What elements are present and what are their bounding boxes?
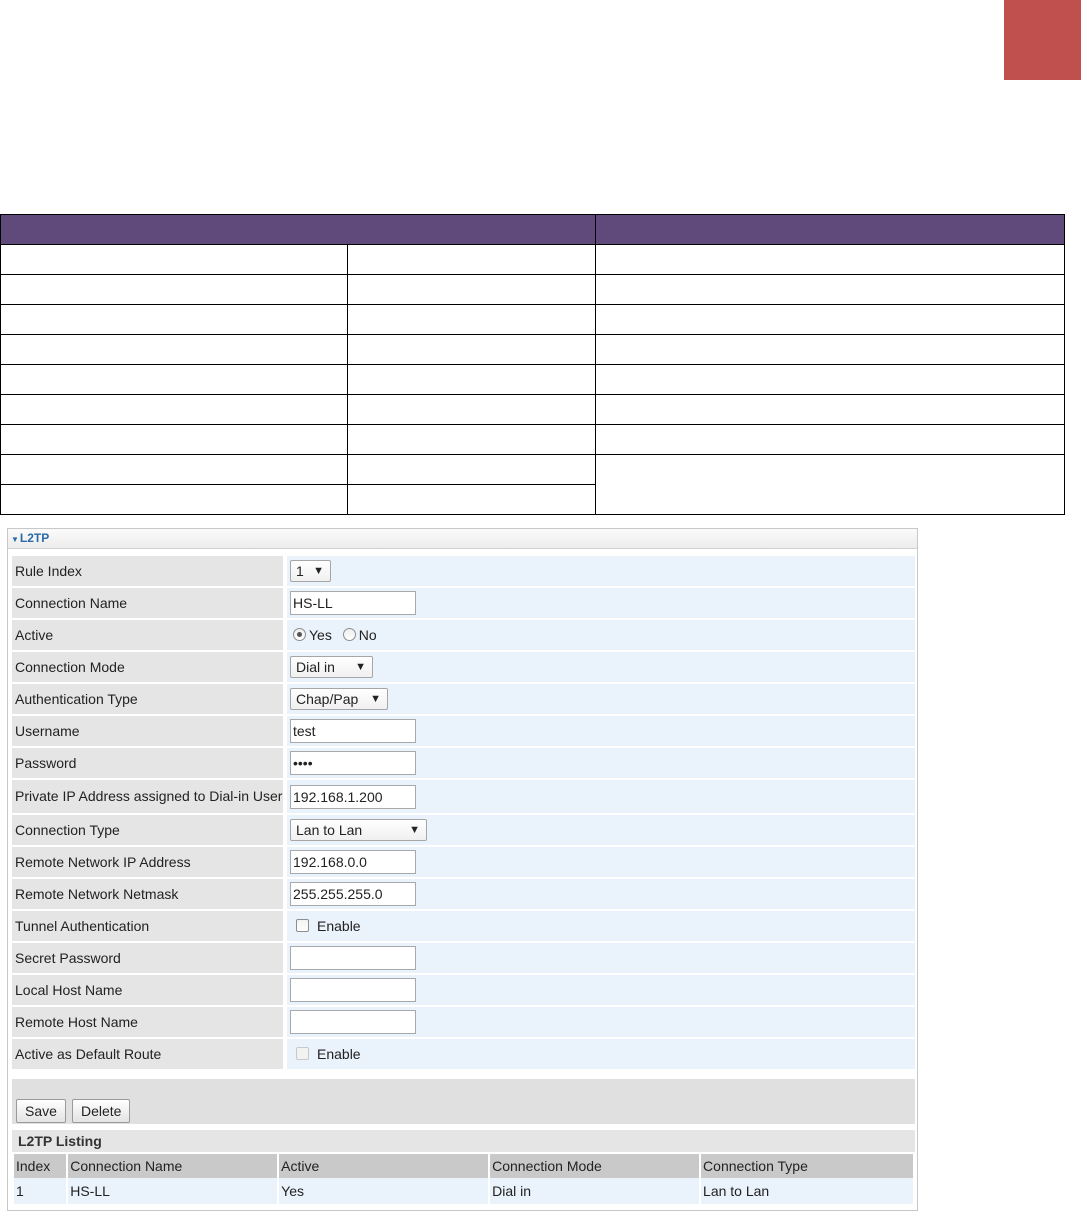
dropdown-arrow-icon: ▼ — [355, 661, 366, 673]
active-yes-label: Yes — [309, 627, 332, 643]
form-row-private-ip — [12, 780, 915, 813]
rule-index-label: Rule Index — [12, 556, 283, 586]
form-row-username — [12, 716, 915, 746]
private-ip-input[interactable]: 192.168.1.200 — [290, 785, 416, 809]
password-input[interactable]: •••• — [290, 751, 416, 775]
form-row-local-host — [12, 975, 915, 1005]
header-color-block — [1004, 0, 1081, 80]
triangle-down-icon: ▼ — [11, 535, 19, 544]
table-cell: Lan to Lan — [701, 1178, 913, 1204]
column-header: Connection Name — [68, 1154, 277, 1178]
remote-host-input[interactable] — [290, 1010, 416, 1034]
connection-name-input[interactable]: HS-LL — [290, 591, 416, 615]
dropdown-arrow-icon: ▼ — [313, 565, 324, 577]
table-cell: Dial in — [490, 1178, 699, 1204]
username-input[interactable]: test — [290, 719, 416, 743]
form-row-secret-password — [12, 943, 915, 973]
form-row-connection-mode — [12, 652, 915, 682]
table-row — [1, 245, 1065, 275]
form-row-password — [12, 748, 915, 778]
form-row-remote-ip — [12, 847, 915, 877]
local-host-label: Local Host Name — [12, 975, 283, 1005]
connection-mode-select[interactable]: Dial in ▼ — [290, 656, 373, 678]
authentication-type-label: Authentication Type — [12, 684, 283, 714]
remote-host-label: Remote Host Name — [12, 1007, 283, 1037]
username-label: Username — [12, 716, 283, 746]
form-row-tunnel-auth — [12, 911, 915, 941]
button-bar — [12, 1079, 915, 1124]
form-row-remote-host — [12, 1007, 915, 1037]
rule-index-select[interactable]: 1 ▼ — [290, 560, 331, 582]
l2tp-form — [12, 554, 915, 1071]
table-row — [1, 275, 1065, 305]
listing-header-row — [14, 1154, 913, 1178]
default-route-enable-label: Enable — [317, 1046, 361, 1062]
default-route-checkbox[interactable] — [296, 1047, 309, 1060]
active-no-label: No — [358, 627, 377, 643]
column-header: Connection Mode — [490, 1154, 699, 1178]
l2tp-listing-table — [12, 1154, 915, 1204]
panel-title[interactable]: ▼L2TP — [11, 531, 50, 545]
remote-ip-input[interactable]: 192.168.0.0 — [290, 850, 416, 874]
tunnel-auth-enable-label: Enable — [317, 918, 361, 934]
form-row-rule-index — [12, 556, 915, 586]
table-cell: 1 — [14, 1178, 66, 1204]
active-no-radio[interactable] — [343, 628, 356, 641]
form-row-authentication-type — [12, 684, 915, 714]
form-row-remote-netmask — [12, 879, 915, 909]
connection-type-select[interactable]: Lan to Lan ▼ — [290, 819, 427, 841]
tunnel-auth-checkbox[interactable] — [296, 919, 309, 932]
table-cell: Yes — [279, 1178, 488, 1204]
table-row — [1, 335, 1065, 365]
table-row — [1, 305, 1065, 335]
save-button[interactable]: Save — [16, 1099, 66, 1123]
delete-button[interactable]: Delete — [72, 1099, 130, 1123]
private-ip-label: Private IP Address assigned to Dial-in User — [12, 780, 283, 813]
remote-ip-label: Remote Network IP Address — [12, 847, 283, 877]
secret-password-label: Secret Password — [12, 943, 283, 973]
connection-type-label: Connection Type — [12, 815, 283, 845]
password-label: Password — [12, 748, 283, 778]
panel-header[interactable] — [8, 529, 917, 549]
active-label: Active — [12, 620, 283, 650]
authentication-type-select[interactable]: Chap/Pap ▼ — [290, 688, 388, 710]
secret-password-input[interactable] — [290, 946, 416, 970]
remote-netmask-label: Remote Network Netmask — [12, 879, 283, 909]
form-row-connection-name — [12, 588, 915, 618]
dropdown-arrow-icon: ▼ — [409, 824, 420, 836]
form-row-connection-type — [12, 815, 915, 845]
table-row — [1, 395, 1065, 425]
connection-mode-label: Connection Mode — [12, 652, 283, 682]
local-host-input[interactable] — [290, 978, 416, 1002]
form-row-active — [12, 620, 915, 650]
document-table — [0, 214, 1065, 515]
column-header: Active — [279, 1154, 488, 1178]
table-row — [1, 365, 1065, 395]
connection-name-label: Connection Name — [12, 588, 283, 618]
active-yes-radio[interactable] — [293, 628, 306, 641]
table-row[interactable] — [14, 1178, 913, 1204]
table-row — [1, 425, 1065, 455]
dropdown-arrow-icon: ▼ — [370, 693, 381, 705]
document-table-header — [1, 215, 1065, 245]
tunnel-auth-label: Tunnel Authentication — [12, 911, 283, 941]
table-row — [1, 455, 1065, 485]
form-row-default-route — [12, 1039, 915, 1069]
column-header: Connection Type — [701, 1154, 913, 1178]
table-cell: HS-LL — [68, 1178, 277, 1204]
listing-title: L2TP Listing — [12, 1130, 915, 1152]
column-header: Index — [14, 1154, 66, 1178]
default-route-label: Active as Default Route — [12, 1039, 283, 1069]
remote-netmask-input[interactable]: 255.255.255.0 — [290, 882, 416, 906]
l2tp-panel — [7, 528, 918, 1211]
